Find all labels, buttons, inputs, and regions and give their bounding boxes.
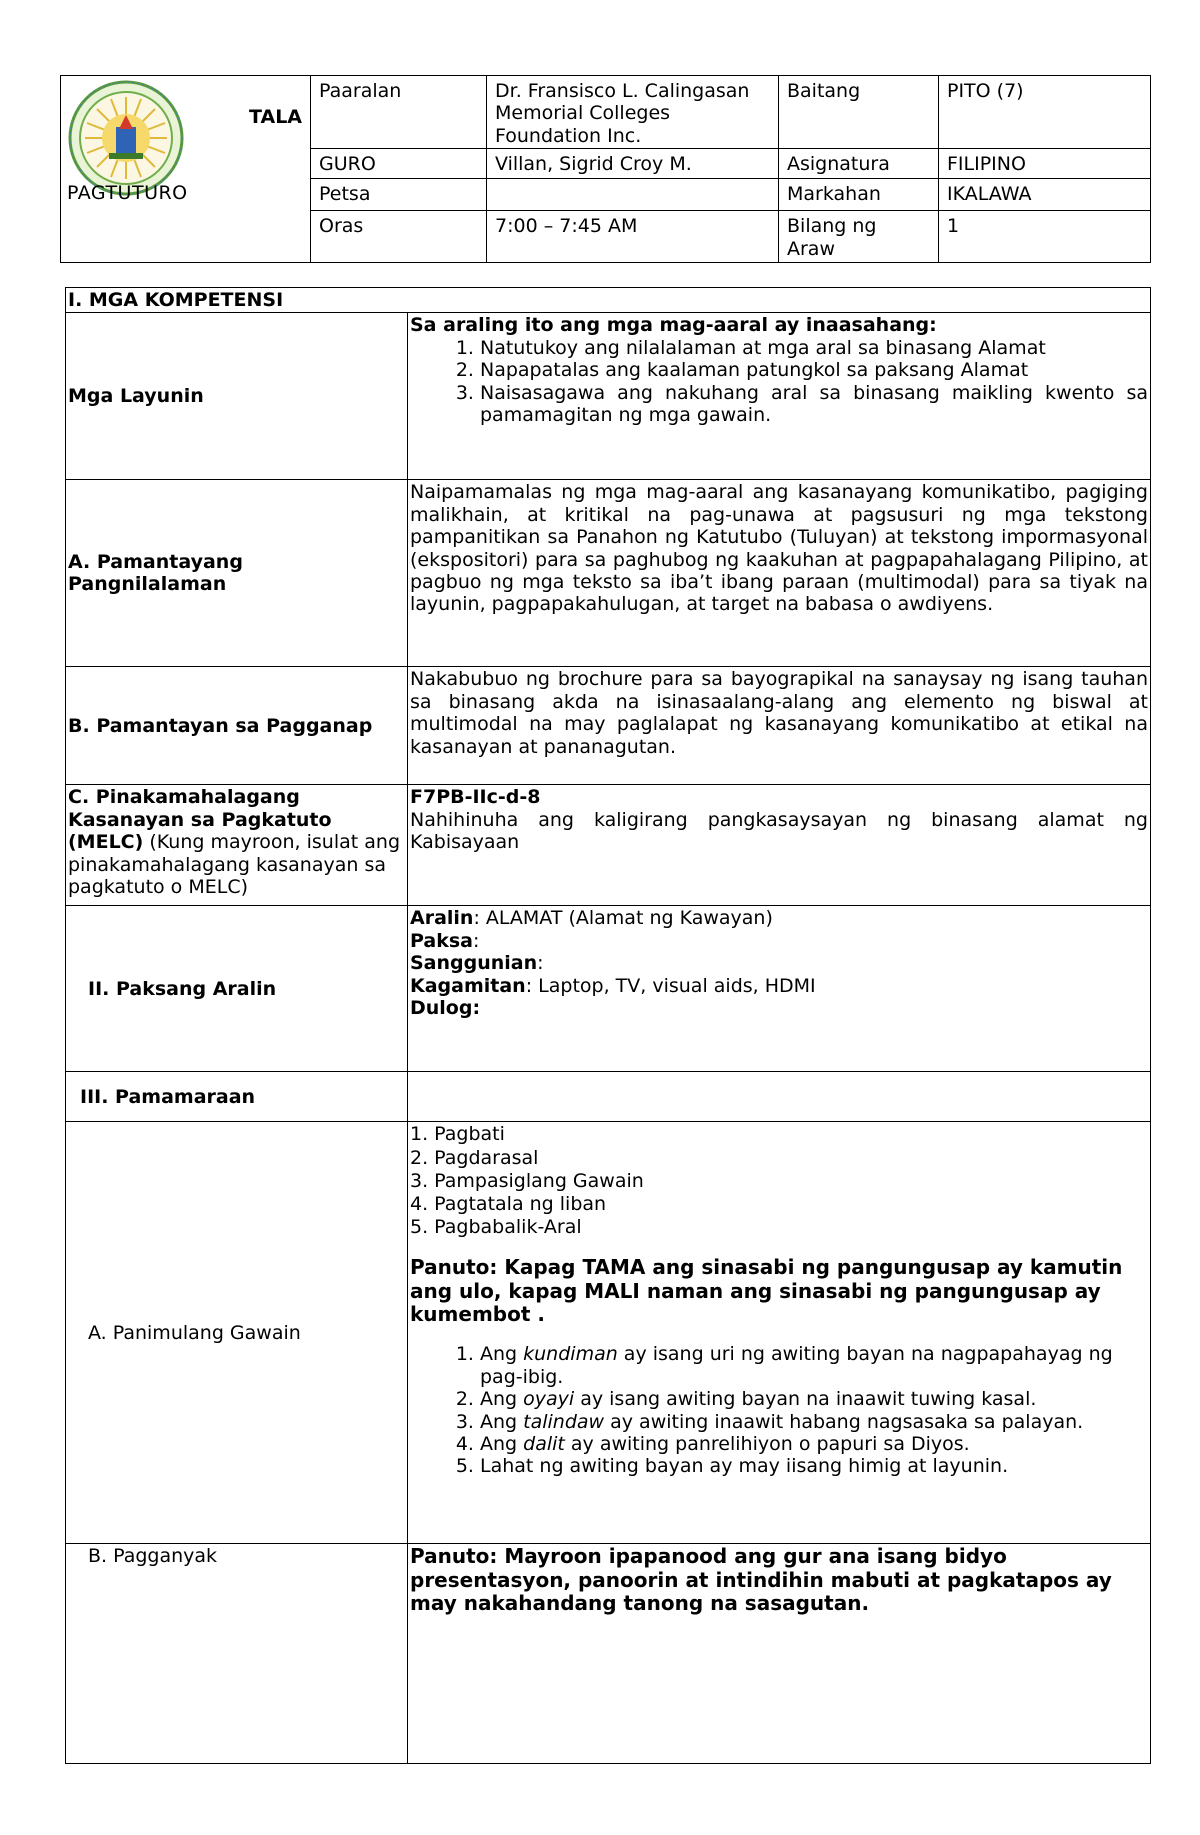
melc-label-bold: C. Pinakamahalagang Kasanayan sa Pagkatuto (MELC) <box>68 786 332 854</box>
item-post: ay awiting inaawit habang nagsasaka sa palayan. <box>604 1410 1084 1433</box>
guro-value: Villan, Sigrid Croy M. <box>487 149 779 179</box>
kagamitan-line <box>410 975 1148 997</box>
item-term: kundiman <box>523 1343 618 1366</box>
paksang-aralin-content <box>408 906 1151 1072</box>
list-item <box>480 1433 1148 1455</box>
aralin-key: Aralin <box>410 907 474 930</box>
pamantayan-sa-pagganap-text: Nakabubuo ng brochure para sa bayograpikal na sanaysay ng isang tauhan sa binasang akda na isinasaalang-alang ang elemento ng biswal at multimodal na may paglalapat ng kasanayang komunikatibo at etikal na kasanayan at pananagutan. <box>408 667 1151 785</box>
logo-cell <box>61 76 311 263</box>
melc-text: Nahihinuha ang kaligirang pangkasaysayan ng binasang alamat ng Kabisayaan <box>410 808 1148 854</box>
kagamitan-value: : Laptop, TV, visual aids, HDMI <box>525 974 816 997</box>
list-item: 2. Pagdarasal <box>410 1146 539 1169</box>
oras-value: 7:00 – 7:45 AM <box>487 211 779 263</box>
sanggunian-key: Sanggunian <box>410 952 538 975</box>
guro-key: GURO <box>311 149 487 179</box>
melc-content <box>408 785 1151 906</box>
list-item: 3. Pampasiglang Gawain <box>410 1169 644 1192</box>
item-pre: Ang <box>480 1343 524 1366</box>
asignatura-key: Asignatura <box>779 149 939 179</box>
list-item <box>480 1411 1148 1433</box>
petsa-value <box>487 179 779 211</box>
item-post: ay isang uri ng awiting bayan na nagpapahayag ng pag-ibig. <box>480 1343 1113 1388</box>
markahan-value: IKALAWA <box>939 179 1151 211</box>
item-term: dalit <box>523 1433 565 1456</box>
layunin-intro: Sa araling ito ang mga mag-aaral ay inaasahang: <box>410 314 937 337</box>
sanggunian-line <box>410 952 1148 974</box>
paksa-line <box>410 930 1148 952</box>
melc-code: F7PB-IIc-d-8 <box>410 786 541 809</box>
dulog-line: Dulog: <box>410 997 481 1020</box>
oras-key: Oras <box>311 211 487 263</box>
item-term: talindaw <box>523 1410 605 1433</box>
pamantayang-pangnilalaman-text: Naipamamalas ng mga mag-aaral ang kasanayang komunikatibo, pagiging malikhain, at kritikal na pag-unawa at pagsusuri ng mga tekstong pampanitikan sa Panahon ng Katutubo (Tuluyan) at tekstong impormasyonal (ekspositori) para sa paghubog ng kaakuhan at pagpapahalagang Pilipino, at pagbuo ng mga teksto sa iba’t ibang paraan (multimodal) para sa tiyak na layunin, pagpapakahulugan, at target na babasa o awdiyens. <box>408 480 1151 667</box>
list-item: 5. Pagbabalik-Aral <box>410 1216 582 1239</box>
pamantayan-sa-pagganap-label: B. Pamantayan sa Pagganap <box>66 667 408 785</box>
list-item: 4. Pagtatala ng liban <box>410 1192 607 1215</box>
bilang-ng-araw-value: 1 <box>939 211 1151 263</box>
sanggunian-value: : <box>537 952 544 975</box>
melc-text-line <box>410 809 1148 854</box>
item-pre: Ang <box>480 1410 524 1433</box>
panimula-items <box>410 1343 1148 1477</box>
panimula-panuto: Panuto: Kapag TAMA ang sinasabi ng pangungusap ay kamutin ang ulo, kapag MALI naman ang sinasabi ng pangungusap ay kumembot . <box>410 1255 1123 1327</box>
aralin-line <box>410 907 1148 929</box>
baitang-value: PITO (7) <box>939 76 1151 149</box>
list-item: 3. Naisasagawa ang nakuhang aral sa binasang maikling kwento sa pamamagitan ng mga gawain. <box>480 382 1148 427</box>
kagamitan-key: Kagamitan <box>410 974 526 997</box>
melc-label-note: (Kung mayroon, isulat ang pinakamahalagang kasanayan sa pagkatuto o MELC) <box>68 831 400 899</box>
school-seal-logo <box>67 79 185 197</box>
markahan-key: Markahan <box>779 179 939 211</box>
list-item <box>480 1343 1148 1388</box>
pagganyak-label: B. Pagganyak <box>66 1544 408 1764</box>
pamamaraan-empty <box>408 1072 1151 1122</box>
paksa-key: Paksa <box>410 929 474 952</box>
layunin-content <box>408 313 1151 480</box>
list-item: 2. Napapatalas ang kaalaman patungkol sa paksang Alamat <box>480 359 1148 381</box>
paaralan-key: Paaralan <box>311 76 487 149</box>
pagganyak-panuto: Panuto: Mayroon ipapanood ang gur ana isang bidyo presentasyon, panoorin at intindihin mabuti at pagkatapos ay may nakahandang tanong na sasagutan. <box>408 1544 1151 1764</box>
paksang-aralin-label: II. Paksang Aralin <box>66 906 408 1072</box>
list-item <box>480 1455 1148 1477</box>
panimulang-gawain-label: A. Panimulang Gawain <box>66 1122 408 1544</box>
layunin-label: Mga Layunin <box>66 313 408 480</box>
item-post: ay awiting panrelihiyon o papuri sa Diyos. <box>564 1433 970 1456</box>
bilang-ng-araw-key: Bilang ng Araw <box>779 211 939 263</box>
panimula-steps <box>410 1123 1148 1239</box>
list-item: 1. Natutukoy ang nilalalaman at mga aral sa binasang Alamat <box>480 337 1148 359</box>
paksa-value: : <box>473 929 480 952</box>
baitang-key: Baitang <box>779 76 939 149</box>
petsa-key: Petsa <box>311 179 487 211</box>
item-pre: Ang <box>480 1433 524 1456</box>
melc-label <box>66 785 408 906</box>
list-item: 1. Pagbati <box>410 1123 505 1146</box>
kompetensi-heading: I. MGA KOMPETENSI <box>66 288 1151 313</box>
panimulang-gawain-content <box>408 1122 1151 1544</box>
header-table <box>60 75 1151 263</box>
lesson-plan-table <box>65 287 1151 1764</box>
paaralan-value: Dr. Fransisco L. Calingasan Memorial Colleges Foundation Inc. <box>487 76 779 149</box>
pagtuturo-label: PAGTUTURO <box>67 182 188 204</box>
item-post: ay isang awiting bayan na inaawit tuwing kasal. <box>574 1388 1037 1411</box>
tala-label: TALA <box>249 106 303 128</box>
list-item <box>480 1388 1148 1410</box>
aralin-value: : ALAMAT (Alamat ng Kawayan) <box>473 907 773 930</box>
asignatura-value: FILIPINO <box>939 149 1151 179</box>
item-post: Lahat ng awiting bayan ay may iisang himig at layunin. <box>480 1455 1009 1478</box>
item-term: oyayi <box>523 1388 575 1411</box>
layunin-list <box>410 337 1148 427</box>
pamantayang-pangnilalaman-label: A. Pamantayang Pangnilalaman <box>66 480 408 667</box>
pamamaraan-label: III. Pamamaraan <box>66 1072 408 1122</box>
item-pre: Ang <box>480 1388 524 1411</box>
